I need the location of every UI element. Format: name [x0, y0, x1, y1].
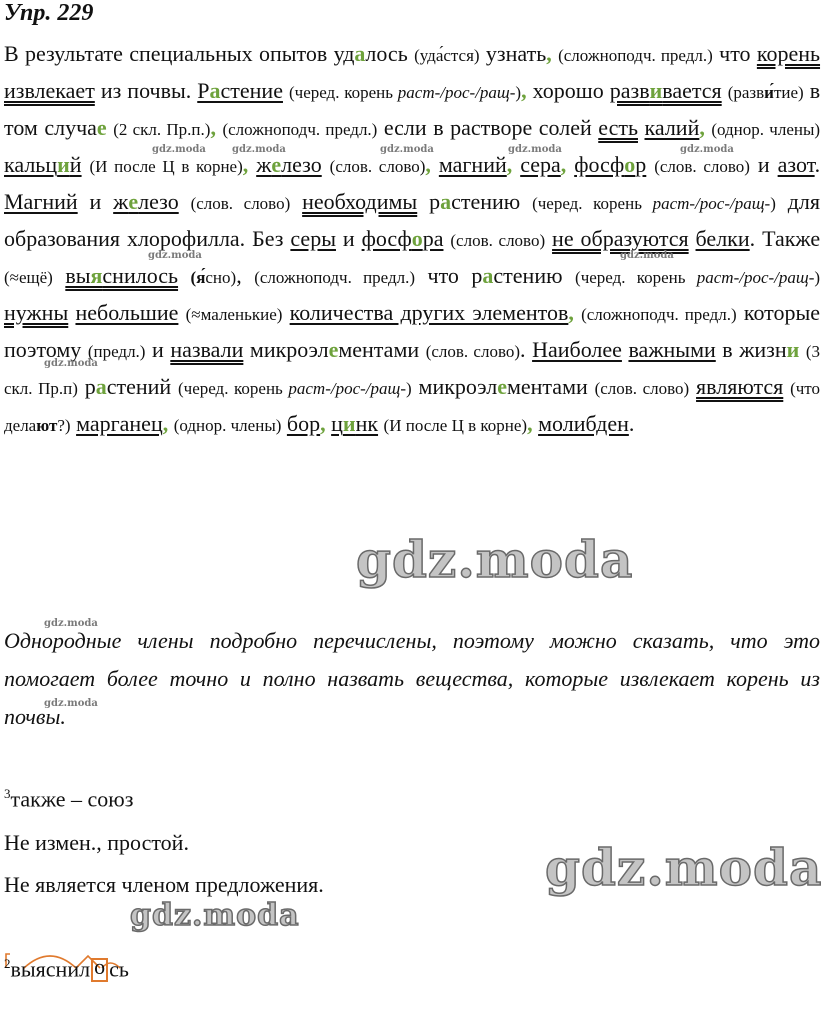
exercise-text: В результате специальных опытов удалось (уда́стся) узнать, (сложноподч. предл.) что корень извлекает из почвы. Растение (черед. корень раст-/рос-/ращ-), хорошо развивается (разви́тие) в том случае (2 скл. Пр.п.), (сложноподч. предл.) если в растворе солей есть калий, (однор. члены) кальций (И после Ц в корне), железо (слов. слово), магний, сера, фосфор (слов. слово) и азот. Магний и железо (слов. слово) необходимы растению (черед. корень раст-/рос-/ращ-) для образования хлорофилла. Без серы и фосфора (слов. слово) не образуются белки. Также (≈ещё) выяснилось (я́сно), (сложноподч. предл.) что растению (черед. корень раст-/рос-/ращ-) нужны небольшие (≈маленькие) количества других элементов, (сложноподч. предл.) которые поэтому (предл.) и назвали микроэлементами (слов. слово). Наиболее важными в жизни (3 скл. Пр.п) растений (черед. корень раст-/рос-/ращ-) микроэлементами (слов. слово) являются (что делaют?) марганец, (однор. члены) бор, цинк (И после Ц в корне), молибден.: [4, 41, 821, 436]
watermark-small: gdz.moda: [148, 250, 202, 261]
watermark-small: gdz.moda: [232, 144, 286, 155]
watermark-small: gdz.moda: [44, 358, 98, 369]
watermark-small: gdz.moda: [508, 144, 562, 155]
watermark-large: gdz.moda: [356, 530, 634, 589]
exercise-title: Упр. 229: [4, 0, 94, 26]
watermark-large: gdz.moda: [545, 838, 823, 897]
note-3-line1: Не измен., простой.: [4, 830, 189, 855]
watermark-small: gdz.moda: [44, 698, 98, 709]
watermark-small: gdz.moda: [680, 144, 734, 155]
note-3-title: $^3$также – союз: [4, 786, 134, 812]
ending-box: о: [91, 958, 108, 982]
conclusion-paragraph: Однородные члены подробно перечислены, поэтому можно сказать, что это помогает более точно и полно назвать вещества, которые извлекает корень из почвы.: [4, 628, 820, 729]
note-2-word: $^2$выяснил о сь: [4, 954, 129, 982]
watermark-small: gdz.moda: [44, 618, 98, 629]
note-3-line2: Не является членом предложения.: [4, 872, 324, 897]
watermark-small: gdz.moda: [152, 144, 206, 155]
watermark-small: gdz.moda: [380, 144, 434, 155]
watermark-medium: gdz.moda: [130, 898, 300, 933]
watermark-small: gdz.moda: [620, 250, 674, 261]
